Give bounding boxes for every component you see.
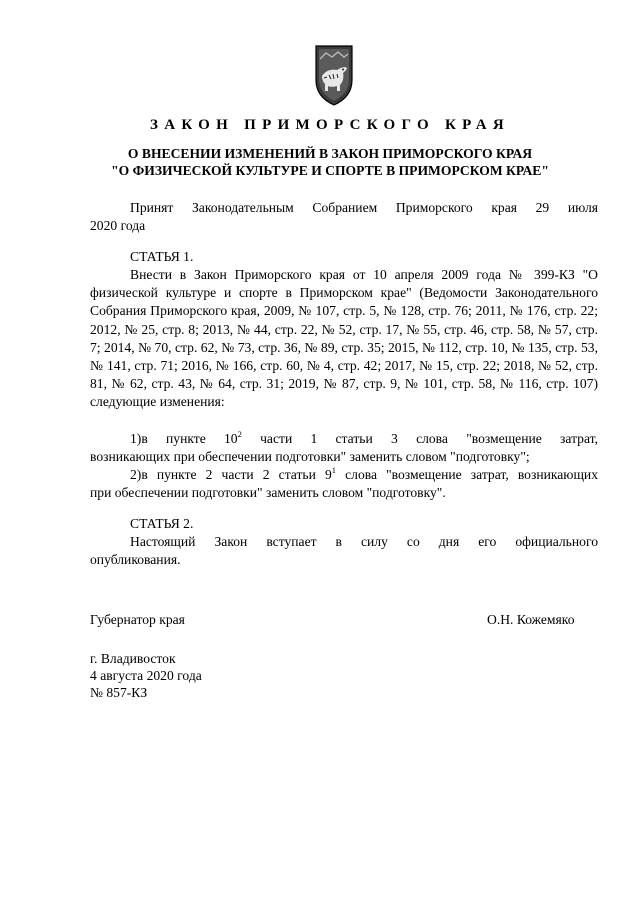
article-1-item-2-line-1	[90, 466, 598, 484]
adoption-line-2: 2020 года	[90, 218, 146, 233]
article-1-heading: СТАТЬЯ 1.	[130, 249, 194, 264]
article-1-item-2-line-2: при обеспечении подготовки" заменить словом "подготовку".	[90, 485, 446, 500]
item-1-prefix: 1)в пункте 10	[130, 431, 238, 446]
article-1-item-1-line-2: возникающих при обеспечении подготовки" заменить словом "подготовку";	[90, 449, 530, 464]
signing-place: г. Владивосток	[90, 651, 176, 666]
article-1-body: Внести в Закон Приморского края от 10 апреля 2009 года № 399-КЗ "О физической культуре и спорте в Приморском крае" (Ведомости Законодательного Собрания Приморского края, 2009, № 107, стр. 5, № 128, стр. 76; 2011, № 176, стр. 22; 2012, № 25, стр. 8; 2013, № 44, стр. 22, № 52, стр. 17, № 55, стр. 46, стр. 58, № 57, стр. 7; 2014, № 70, стр. 62, № 73, стр. 36, № 89, стр. 35; 2015, № 112, стр. 10, № 135, стр. 53, № 141, стр. 71; 2016, № 166, стр. 60, № 4, стр. 42; 2017, № 15, стр. 22; 2018, № 52, стр. 81, № 62, стр. 43, № 64, стр. 31; 2019, № 87, стр. 9, № 101, стр. 58, № 116, стр. 107) следующие изменения:	[90, 267, 598, 410]
coat-of-arms-emblem	[310, 44, 358, 106]
item-2-superscript: 1	[331, 465, 337, 475]
item-2-rest: слова "возмещение затрат, возникающих	[336, 467, 598, 482]
signing-date: 4 августа 2020 года	[90, 668, 202, 683]
law-title: ЗАКОН ПРИМОРСКОГО КРАЯ	[150, 117, 510, 133]
law-number: № 857-КЗ	[90, 685, 148, 700]
article-2-line-1: Настоящий Закон вступает в силу со дня его официального	[130, 534, 598, 549]
article-2-heading: СТАТЬЯ 2.	[130, 516, 194, 531]
law-subtitle-line-1: О ВНЕСЕНИИ ИЗМЕНЕНИЙ В ЗАКОН ПРИМОРСКОГО КРАЯ	[127, 146, 533, 161]
signer-position: Губернатор края	[90, 612, 185, 627]
item-1-superscript: 2	[237, 429, 242, 439]
adoption-line-1: Принят Законодательным Собранием Приморского края 29 июля	[130, 200, 598, 215]
law-subtitle-line-2: "О ФИЗИЧЕСКОЙ КУЛЬТУРЕ И СПОРТЕ В ПРИМОРСКОМ КРАЕ"	[111, 163, 549, 178]
signer-name: О.Н. Кожемяко	[487, 612, 575, 627]
article-1-item-1-line-1	[90, 430, 598, 448]
item-1-rest: части 1 статьи 3 слова "возмещение затрат,	[241, 431, 598, 446]
article-2-line-2: опубликования.	[90, 552, 181, 567]
item-2-prefix: 2)в пункте 2 части 2 статьи 9	[130, 467, 332, 482]
